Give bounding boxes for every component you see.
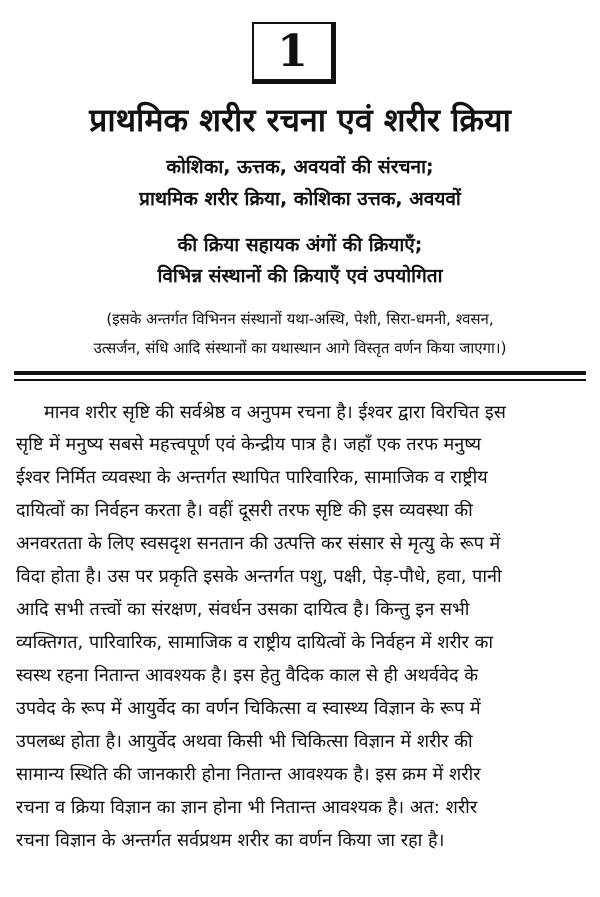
- chapter-number-box: [252, 22, 336, 84]
- scope-note-line: उत्सर्जन, संधि आदि संस्थानों का यथास्थान आगे विस्तृत वर्णन किया जाएगा।): [93, 339, 507, 357]
- body-text-line: विदा होता है। उस पर प्रकृति इसके अन्तर्गत पशु, पक्षी, पेड़-पौधे, हवा, पानी: [16, 566, 502, 587]
- chapter-title: प्राथमिक शरीर रचना एवं शरीर क्रिया: [89, 101, 511, 139]
- divider-thick: [14, 371, 586, 375]
- divider-thin: [14, 379, 586, 381]
- body-text-line: सामान्य स्थिति की जानकारी होना नितान्त आवश्यक है। इस क्रम में शरीर: [16, 764, 481, 785]
- chapter-number: 1: [277, 26, 308, 77]
- body-text-line: रचना व क्रिया विज्ञान का ज्ञान होना भी नितान्त आवश्यक है। अत: शरीर: [16, 797, 478, 818]
- body-text-line: रचना विज्ञान के अन्तर्गत सर्वप्रथम शरीर का वर्णन किया जा रहा है।: [16, 830, 445, 851]
- subtitle-line: प्राथमिक शरीर क्रिया, कोशिका उत्तक, अवयवों: [139, 188, 461, 210]
- body-text-line: मानव शरीर सृष्टि की सर्वश्रेष्ठ व अनुपम रचना है। ईश्वर द्वारा विरचित इस: [44, 402, 506, 423]
- body-text-line: उपलब्ध होता है। आयुर्वेद अथवा किसी भी चिकित्सा विज्ञान में शरीर की: [16, 731, 473, 752]
- subtitle-line: की क्रिया सहायक अंगों की क्रियाएँ;: [177, 234, 423, 256]
- scope-note-line: (इसके अन्तर्गत विभिनन संस्थानों यथा-अस्थि, पेशी, सिरा-धमनी, श्वसन,: [106, 310, 494, 328]
- body-text-line: स्वस्थ रहना नितान्त आवश्यक है। इस हेतु वैदिक काल से ही अथर्ववेद के: [16, 665, 479, 686]
- body-text-line: ईश्वर निर्मित व्यवस्था के अन्तर्गत स्थापित पारिवारिक, सामाजिक व राष्ट्रीय: [16, 467, 488, 488]
- body-text-line: अनवरतता के लिए स्वसदृश सनतान की उत्पत्ति कर संसार से मृत्यु के रूप में: [16, 533, 501, 554]
- subtitle-line: कोशिका, ऊत्तक, अवयवों की संरचना;: [166, 156, 434, 178]
- body-text-line: उपवेद के रूप में आयुर्वेद का वर्णन चिकित्सा व स्वास्थ्य विज्ञान के रूप में: [16, 698, 481, 719]
- subtitle-line: विभिन्न संस्थानों की क्रियाएँ एवं उपयोगिता: [157, 265, 443, 287]
- body-text-line: आदि सभी तत्त्वों का संरक्षण, संवर्धन उसका दायित्व है। किन्तु इन सभी: [16, 599, 470, 620]
- body-text-line: सृष्टि में मनुष्य सबसे महत्त्वपूर्ण एवं केन्द्रीय पात्र है। जहाँ एक तरफ मनुष्य: [16, 434, 482, 455]
- body-text-line: दायित्वों का निर्वहन करता है। वहीं दूसरी तरफ सृष्टि की इस व्यवस्था की: [16, 500, 473, 521]
- body-text-line: व्यक्तिगत, पारिवारिक, सामाजिक व राष्ट्रीय दायित्वों के निर्वहन में शरीर का: [16, 632, 494, 653]
